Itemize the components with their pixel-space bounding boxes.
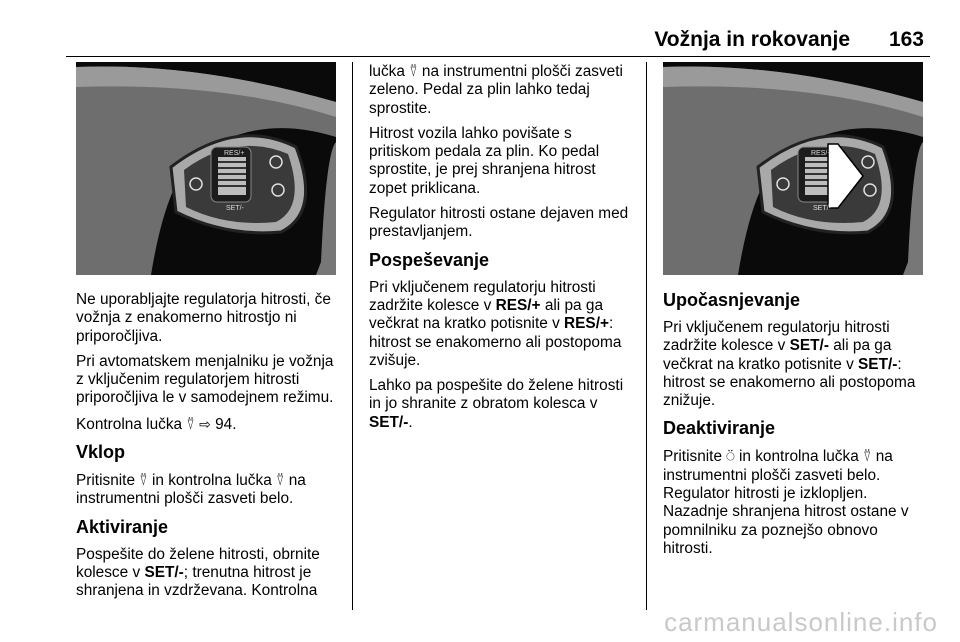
text: : hitrost se enakomerno ali postopoma zvišuje. [369, 315, 622, 369]
section-heading: Deaktiviranje [663, 418, 776, 439]
cruise-control-off-icon: ⍥ [726, 448, 735, 465]
cruise-control-icon: ⍢ [276, 472, 285, 489]
control-label: SET/- [369, 413, 409, 431]
text: ; trenutna hitrost je shranjena in vzdrževana. Kontrolna [76, 563, 318, 600]
paragraph [76, 546, 344, 601]
page-reference: 94. [215, 415, 237, 433]
text: Pri vključenem regulatorju hitrosti zadržite kolesce v [369, 278, 596, 314]
column-2 [369, 62, 637, 439]
paragraph [663, 319, 931, 410]
paragraph: Regulator hitrosti ostane dejaven med prestavljanjem. [369, 205, 629, 241]
section-heading: Vklop [76, 442, 126, 463]
paragraph [76, 471, 344, 509]
paragraph: Pri avtomatskem menjalniku je vožnja z vključenim regulatorjem hitrosti priporočljiva le v samodejnem režimu. [76, 352, 334, 407]
steering-wheel-figure-left [76, 62, 336, 275]
text: Pospešite do želene hitrosti, obrnite kolesce v [76, 545, 320, 581]
section-heading: Upočasnjevanje [663, 290, 801, 310]
text: Pritisnite [76, 472, 136, 490]
column-3 [663, 62, 931, 565]
header-title: Vožnja in rokovanje [654, 28, 850, 51]
text: in kontrolna lučka [151, 472, 272, 490]
reference-arrow-icon: ⇨ [199, 415, 211, 432]
text: ali pa ga večkrat na kratko potisnite v [663, 337, 892, 373]
control-label: SET/- [789, 337, 829, 355]
text: Pri vključenem regulatorju hitrosti zadržite kolesce v [663, 319, 890, 355]
set-label: SET/- [813, 205, 831, 212]
text: Lahko pa pospešite do želene hitrosti in jo shranite z obratom kolesca v [369, 377, 624, 413]
text: Kontrolna lučka [76, 415, 183, 433]
watermark: carmanualsonline.info [664, 607, 938, 637]
steering-wheel-figure-right [663, 62, 923, 275]
column-1 [76, 62, 344, 608]
res-label: RES/+ [224, 150, 245, 157]
cruise-control-icon: ⍢ [139, 472, 148, 489]
paragraph: Hitrost vozila lahko povišate s pritiskom pedala za plin. Ko pedal sprostite, je prej shranjena hitrost zopet priklicana. [369, 124, 600, 197]
text: na instrumentni plošči zasveti belo. Regulator hitrosti je izklopljen. Nazadnje shranjena hitrost ostane v pomnilniku za poznejšo obnovo hitrosti. [663, 448, 909, 557]
section-heading: Pospeševanje [369, 249, 490, 270]
res-label: RES/+ [811, 150, 832, 157]
header-rule [66, 56, 930, 57]
text: in kontrolna lučka [738, 448, 859, 466]
text: Pritisnite [663, 448, 723, 466]
cruise-control-icon: ⍢ [186, 415, 195, 432]
page-number: 163 [888, 28, 924, 51]
section-heading: Aktiviranje [76, 516, 169, 537]
control-label: SET/- [144, 563, 184, 581]
text: : hitrost se enakomerno ali postopoma znižuje. [663, 355, 916, 410]
paragraph [76, 415, 344, 434]
paragraph [369, 279, 637, 370]
page-header [66, 26, 930, 56]
text: lučka [369, 63, 405, 80]
set-label: SET/- [226, 205, 244, 212]
control-label: RES/+ [495, 296, 541, 314]
column-divider-1 [352, 62, 353, 610]
text: na instrumentni plošči zasveti belo. [76, 472, 306, 508]
paragraph [369, 62, 637, 118]
text: na instrumentni plošči zasveti zeleno. Pedal za plin lahko tedaj sprostite. [369, 63, 623, 117]
text: . [408, 413, 413, 431]
cruise-control-icon: ⍢ [409, 63, 418, 79]
control-label: SET/- [858, 355, 898, 373]
control-label: RES/+ [564, 315, 609, 333]
paragraph [369, 377, 637, 432]
text: ali pa ga večkrat na kratko potisnite v [369, 296, 604, 333]
paragraph: Ne uporabljajte regulatorja hitrosti, če vožnja z enakomerno hitrostjo ni priporočljiva. [76, 291, 331, 345]
cruise-control-icon: ⍢ [863, 448, 872, 465]
paragraph [663, 447, 931, 558]
column-divider-2 [646, 62, 647, 610]
